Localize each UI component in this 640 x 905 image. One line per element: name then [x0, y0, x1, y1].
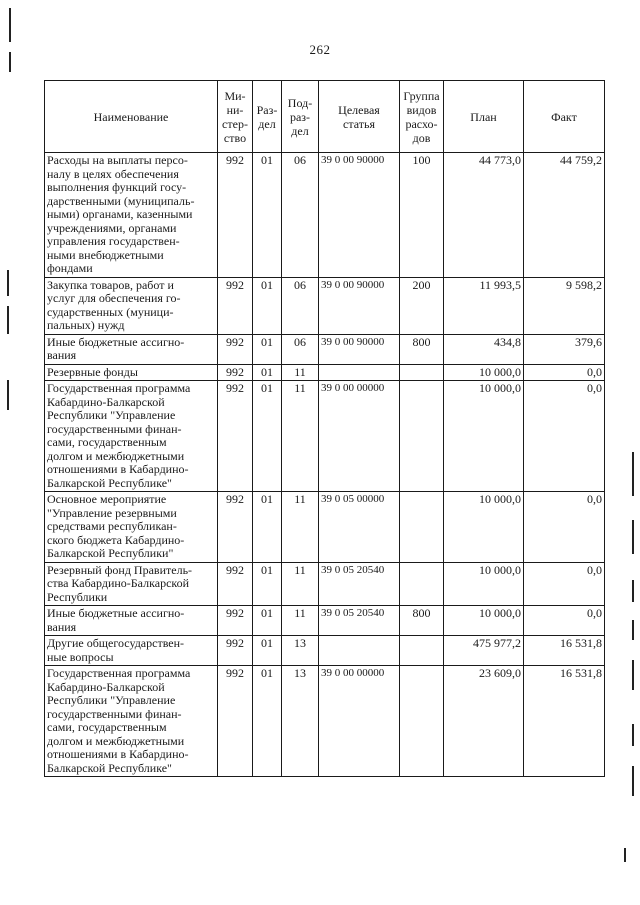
cell-target-article: 39 0 00 00000 [319, 666, 400, 777]
cell-ministry: 992 [218, 562, 253, 606]
cell-expense-group [400, 492, 444, 563]
table-row [45, 606, 605, 636]
scan-mark [632, 580, 634, 602]
cell-subsection: 11 [282, 606, 319, 636]
cell-fact: 16 531,8 [524, 636, 605, 666]
cell-expense-group: 200 [400, 277, 444, 334]
cell-subsection: 11 [282, 381, 319, 492]
header-subsection: Под- раз- дел [282, 81, 319, 153]
cell-section: 01 [253, 666, 282, 777]
header-fact: Факт [524, 81, 605, 153]
header-plan: План [444, 81, 524, 153]
scan-mark [632, 660, 634, 690]
scan-mark [9, 8, 11, 42]
cell-name: Другие общегосударствен- ные вопросы [45, 636, 218, 666]
cell-ministry: 992 [218, 334, 253, 364]
cell-fact: 0,0 [524, 562, 605, 606]
cell-expense-group [400, 562, 444, 606]
table-row [45, 636, 605, 666]
cell-subsection: 06 [282, 277, 319, 334]
cell-name: Расходы на выплаты персо- налу в целях обеспечения выполнения функций госу- дарственными (муниципаль- ными) органами, казенными учреждениями, органами управления государствен- ными внебюджетными фондами [45, 153, 218, 278]
cell-section: 01 [253, 381, 282, 492]
cell-expense-group [400, 636, 444, 666]
cell-ministry: 992 [218, 277, 253, 334]
cell-ministry: 992 [218, 492, 253, 563]
cell-ministry: 992 [218, 153, 253, 278]
header-section: Раз- дел [253, 81, 282, 153]
cell-plan: 11 993,5 [444, 277, 524, 334]
cell-name: Иные бюджетные ассигно- вания [45, 334, 218, 364]
cell-target-article [319, 364, 400, 381]
table-row [45, 381, 605, 492]
table-row [45, 334, 605, 364]
cell-section: 01 [253, 153, 282, 278]
scan-mark [632, 620, 634, 640]
cell-ministry: 992 [218, 606, 253, 636]
cell-target-article: 39 0 00 90000 [319, 334, 400, 364]
cell-expense-group [400, 666, 444, 777]
scan-mark [632, 520, 634, 554]
cell-plan: 23 609,0 [444, 666, 524, 777]
cell-plan: 44 773,0 [444, 153, 524, 278]
cell-plan: 10 000,0 [444, 364, 524, 381]
scan-mark [9, 52, 11, 72]
cell-ministry: 992 [218, 666, 253, 777]
header-target-article: Целевая статья [319, 81, 400, 153]
cell-fact: 0,0 [524, 364, 605, 381]
cell-plan: 10 000,0 [444, 606, 524, 636]
cell-fact: 379,6 [524, 334, 605, 364]
scan-mark [632, 724, 634, 746]
cell-plan: 10 000,0 [444, 562, 524, 606]
cell-name: Государственная программа Кабардино-Балкарской Республики "Управление государственными финан- сами, государственным долгом и межбюджетными отношениями в Кабардино- Балкарской Республике" [45, 381, 218, 492]
cell-expense-group: 800 [400, 334, 444, 364]
budget-table [44, 80, 605, 777]
cell-fact: 0,0 [524, 492, 605, 563]
cell-name: Закупка товаров, работ и услуг для обеспечения го- сударственных (муници- пальных) нужд [45, 277, 218, 334]
cell-section: 01 [253, 277, 282, 334]
cell-fact: 0,0 [524, 381, 605, 492]
table-row [45, 562, 605, 606]
scan-mark [632, 766, 634, 796]
cell-subsection: 13 [282, 666, 319, 777]
cell-fact: 16 531,8 [524, 666, 605, 777]
scan-mark [7, 270, 9, 296]
scan-mark [624, 848, 626, 862]
header-expense-group: Группа видов расхо- дов [400, 81, 444, 153]
scan-mark [7, 380, 9, 410]
table-row [45, 277, 605, 334]
cell-expense-group [400, 364, 444, 381]
cell-plan: 434,8 [444, 334, 524, 364]
cell-ministry: 992 [218, 364, 253, 381]
table-row [45, 666, 605, 777]
header-row [45, 81, 605, 153]
cell-ministry: 992 [218, 381, 253, 492]
cell-target-article: 39 0 00 90000 [319, 153, 400, 278]
cell-plan: 10 000,0 [444, 492, 524, 563]
cell-section: 01 [253, 562, 282, 606]
cell-target-article: 39 0 05 20540 [319, 562, 400, 606]
cell-target-article [319, 636, 400, 666]
cell-section: 01 [253, 334, 282, 364]
header-ministry: Ми- ни- стер- ство [218, 81, 253, 153]
cell-plan: 10 000,0 [444, 381, 524, 492]
cell-ministry: 992 [218, 636, 253, 666]
cell-target-article: 39 0 00 00000 [319, 381, 400, 492]
cell-name: Резервный фонд Правитель- ства Кабардино-Балкарской Республики [45, 562, 218, 606]
cell-name: Основное мероприятие "Управление резервными средствами республикан- ского бюджета Кабардино- Балкарской Республики" [45, 492, 218, 563]
cell-fact: 0,0 [524, 606, 605, 636]
table-row [45, 492, 605, 563]
cell-expense-group: 800 [400, 606, 444, 636]
table-row [45, 153, 605, 278]
cell-name: Государственная программа Кабардино-Балкарской Республики "Управление государственными финан- сами, государственным долгом и межбюджетными отношениями в Кабардино- Балкарской Республике" [45, 666, 218, 777]
cell-fact: 9 598,2 [524, 277, 605, 334]
scan-mark [7, 306, 9, 334]
cell-section: 01 [253, 636, 282, 666]
cell-subsection: 11 [282, 492, 319, 563]
cell-expense-group: 100 [400, 153, 444, 278]
cell-plan: 475 977,2 [444, 636, 524, 666]
cell-name: Иные бюджетные ассигно- вания [45, 606, 218, 636]
cell-target-article: 39 0 05 00000 [319, 492, 400, 563]
cell-subsection: 13 [282, 636, 319, 666]
cell-name: Резервные фонды [45, 364, 218, 381]
scan-mark [632, 452, 634, 496]
header-name: Наименование [45, 81, 218, 153]
cell-section: 01 [253, 364, 282, 381]
cell-subsection: 06 [282, 153, 319, 278]
cell-target-article: 39 0 00 90000 [319, 277, 400, 334]
cell-target-article: 39 0 05 20540 [319, 606, 400, 636]
cell-subsection: 06 [282, 334, 319, 364]
page-number: 262 [309, 42, 331, 57]
cell-subsection: 11 [282, 562, 319, 606]
cell-expense-group [400, 381, 444, 492]
table-row [45, 364, 605, 381]
cell-subsection: 11 [282, 364, 319, 381]
cell-fact: 44 759,2 [524, 153, 605, 278]
cell-section: 01 [253, 606, 282, 636]
cell-section: 01 [253, 492, 282, 563]
